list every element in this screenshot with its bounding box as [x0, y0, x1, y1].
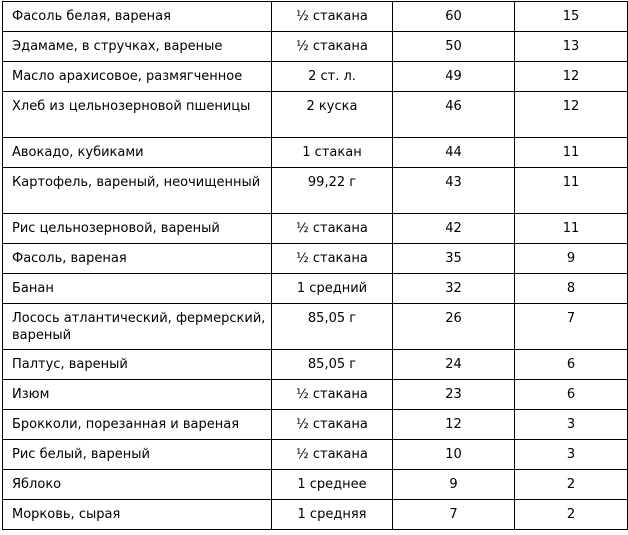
food-name-cell: Рис белый, вареный [3, 440, 272, 470]
value-cell-2: 11 [515, 214, 628, 244]
serving-size-cell: ½ стакана [272, 410, 393, 440]
serving-size-cell: ½ стакана [272, 440, 393, 470]
value-cell-2: 3 [515, 440, 628, 470]
serving-size-cell: 1 средний [272, 274, 393, 304]
food-name-cell: Палтус, вареный [3, 350, 272, 380]
serving-size-cell: ½ стакана [272, 244, 393, 274]
serving-size-cell: 85,05 г [272, 350, 393, 380]
value-cell-1: 60 [393, 2, 515, 32]
food-name-cell: Эдамаме, в стручках, вареные [3, 32, 272, 62]
value-cell-1: 50 [393, 32, 515, 62]
serving-size-cell: ½ стакана [272, 380, 393, 410]
serving-size-cell: ½ стакана [272, 214, 393, 244]
value-cell-2: 13 [515, 32, 628, 62]
serving-size-cell: 1 среднее [272, 470, 393, 500]
table-row [3, 500, 628, 530]
nutrition-table [2, 1, 628, 530]
value-cell-2: 6 [515, 350, 628, 380]
table-row [3, 410, 628, 440]
value-cell-2: 8 [515, 274, 628, 304]
table-row [3, 244, 628, 274]
value-cell-1: 9 [393, 470, 515, 500]
food-name-cell: Рис цельнозерновой, вареный [3, 214, 272, 244]
food-name-cell: Банан [3, 274, 272, 304]
table-row [3, 214, 628, 244]
serving-size-cell: 1 стакан [272, 138, 393, 168]
value-cell-1: 44 [393, 138, 515, 168]
food-name-cell: Изюм [3, 380, 272, 410]
value-cell-2: 11 [515, 168, 628, 214]
value-cell-1: 32 [393, 274, 515, 304]
food-name-cell: Картофель, вареный, неочищенный [3, 168, 272, 214]
value-cell-1: 46 [393, 92, 515, 138]
value-cell-1: 26 [393, 304, 515, 350]
value-cell-1: 35 [393, 244, 515, 274]
table-row [3, 62, 628, 92]
serving-size-cell: 2 куска [272, 92, 393, 138]
value-cell-1: 43 [393, 168, 515, 214]
value-cell-2: 15 [515, 2, 628, 32]
value-cell-2: 2 [515, 500, 628, 530]
food-name-cell: Хлеб из цельнозерновой пшеницы [3, 92, 272, 138]
value-cell-1: 10 [393, 440, 515, 470]
food-name-cell: Морковь, сырая [3, 500, 272, 530]
value-cell-1: 24 [393, 350, 515, 380]
nutrition-table-body [3, 2, 628, 530]
value-cell-1: 42 [393, 214, 515, 244]
value-cell-2: 11 [515, 138, 628, 168]
table-row [3, 92, 628, 138]
table-row [3, 274, 628, 304]
value-cell-1: 49 [393, 62, 515, 92]
value-cell-2: 6 [515, 380, 628, 410]
value-cell-2: 12 [515, 62, 628, 92]
serving-size-cell: ½ стакана [272, 32, 393, 62]
food-name-cell: Лосось атлантический, фермерский, вареный [3, 304, 272, 350]
value-cell-2: 7 [515, 304, 628, 350]
food-name-cell: Яблоко [3, 470, 272, 500]
food-name-cell: Фасоль белая, вареная [3, 2, 272, 32]
food-name-cell: Брокколи, порезанная и вареная [3, 410, 272, 440]
table-row [3, 32, 628, 62]
table-row [3, 2, 628, 32]
table-row [3, 138, 628, 168]
value-cell-1: 12 [393, 410, 515, 440]
food-name-cell: Масло арахисовое, размягченное [3, 62, 272, 92]
serving-size-cell: 85,05 г [272, 304, 393, 350]
food-name-cell: Авокадо, кубиками [3, 138, 272, 168]
serving-size-cell: ½ стакана [272, 2, 393, 32]
serving-size-cell: 1 средняя [272, 500, 393, 530]
serving-size-cell: 99,22 г [272, 168, 393, 214]
food-name-cell: Фасоль, вареная [3, 244, 272, 274]
value-cell-2: 12 [515, 92, 628, 138]
table-row [3, 350, 628, 380]
value-cell-1: 23 [393, 380, 515, 410]
serving-size-cell: 2 ст. л. [272, 62, 393, 92]
value-cell-2: 9 [515, 244, 628, 274]
table-row [3, 304, 628, 350]
table-row [3, 440, 628, 470]
value-cell-2: 3 [515, 410, 628, 440]
table-row [3, 380, 628, 410]
table-row [3, 168, 628, 214]
value-cell-1: 7 [393, 500, 515, 530]
value-cell-2: 2 [515, 470, 628, 500]
table-row [3, 470, 628, 500]
